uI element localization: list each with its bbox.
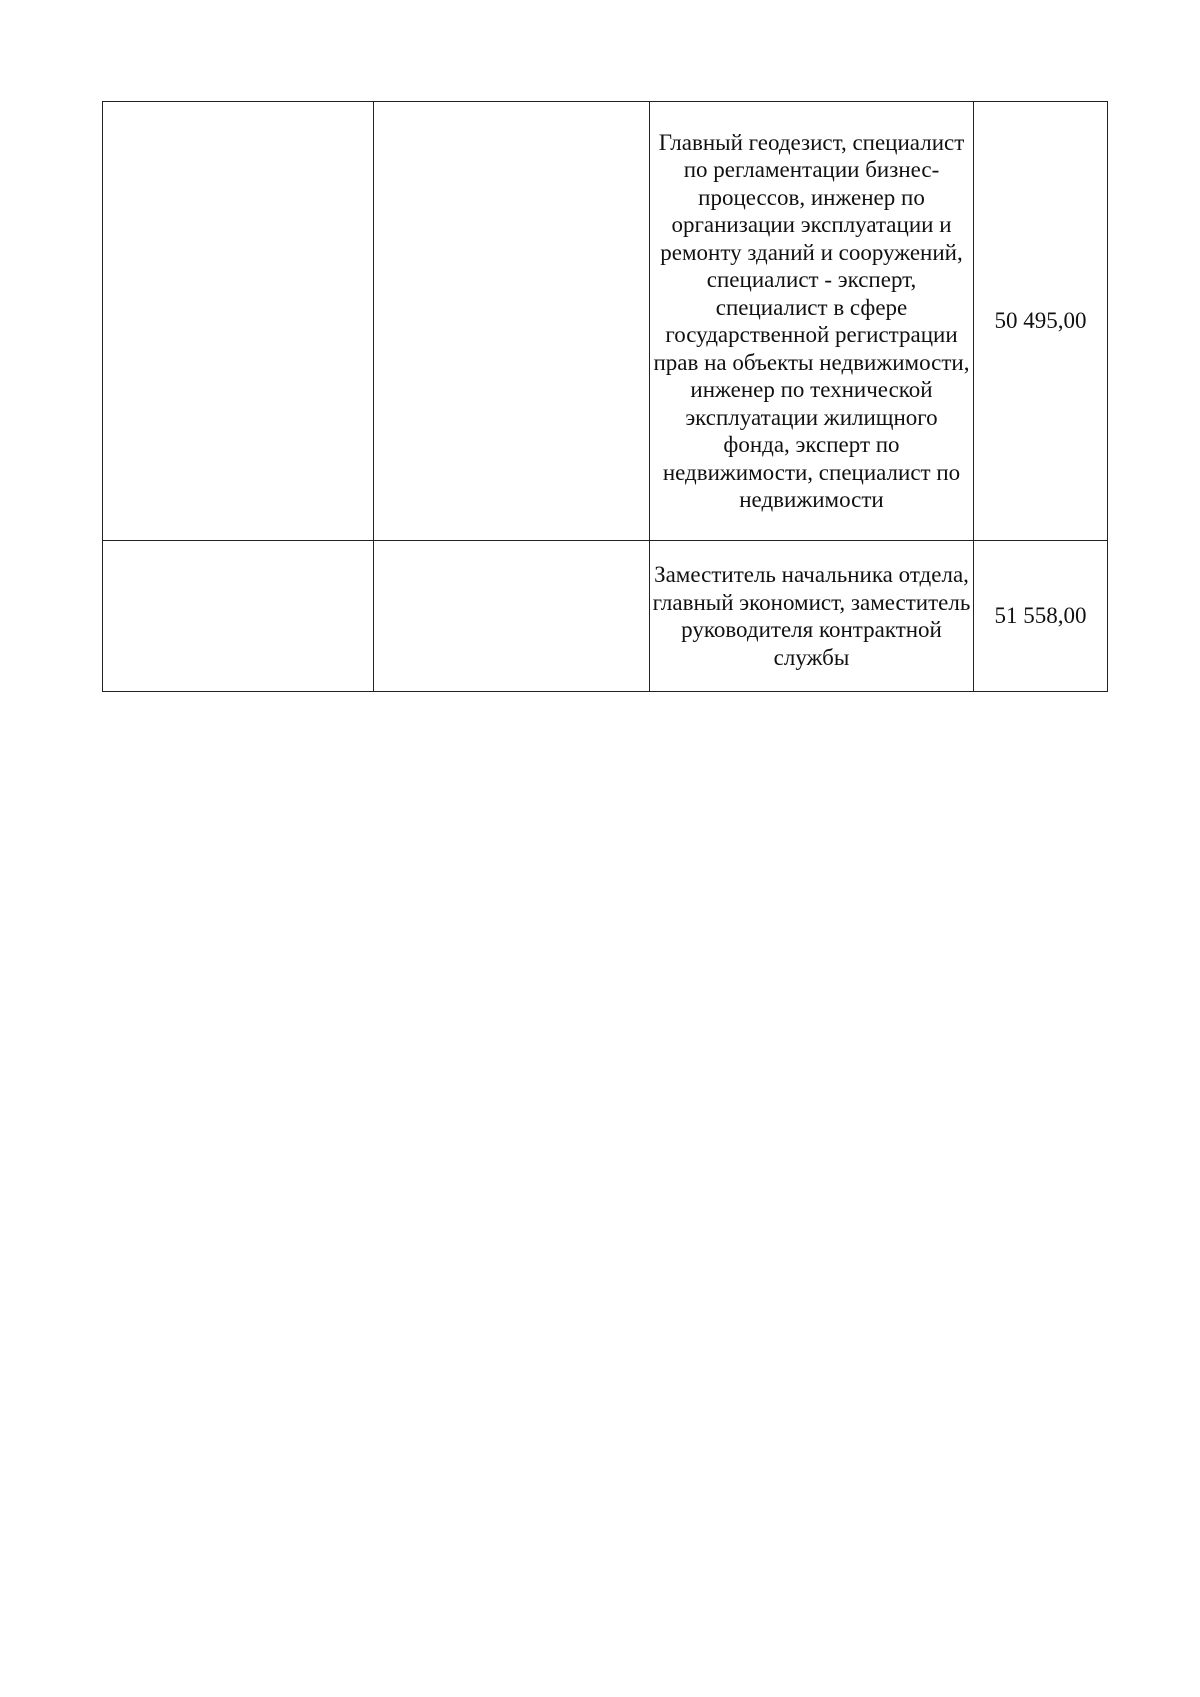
position-text: Заместитель начальника отдела, главный экономист, заместитель руководителя контрактной службы — [652, 562, 971, 670]
position-cell — [650, 541, 974, 692]
salary-amount: 50 495,00 — [974, 102, 1108, 541]
table-cell-col2 — [374, 541, 650, 692]
table-cell-col1 — [103, 102, 374, 541]
table-cell-col2 — [374, 102, 650, 541]
table-row — [103, 541, 1108, 692]
salary-table — [102, 101, 1108, 692]
table-cell-col1 — [103, 541, 374, 692]
table-row — [103, 102, 1108, 541]
position-text: Главный геодезист, специалист по регламентации бизнес-процессов, инженер по организации эксплуатации и ремонту зданий и сооружений, специалист - эксперт, специалист в сфере государственной регистрации прав на объекты недвижимости, инженер по технической эксплуатации жилищного фонда, эксперт по недвижимости, специалист по недвижимости — [653, 129, 970, 512]
position-cell — [650, 102, 974, 541]
salary-amount: 51 558,00 — [974, 541, 1108, 692]
